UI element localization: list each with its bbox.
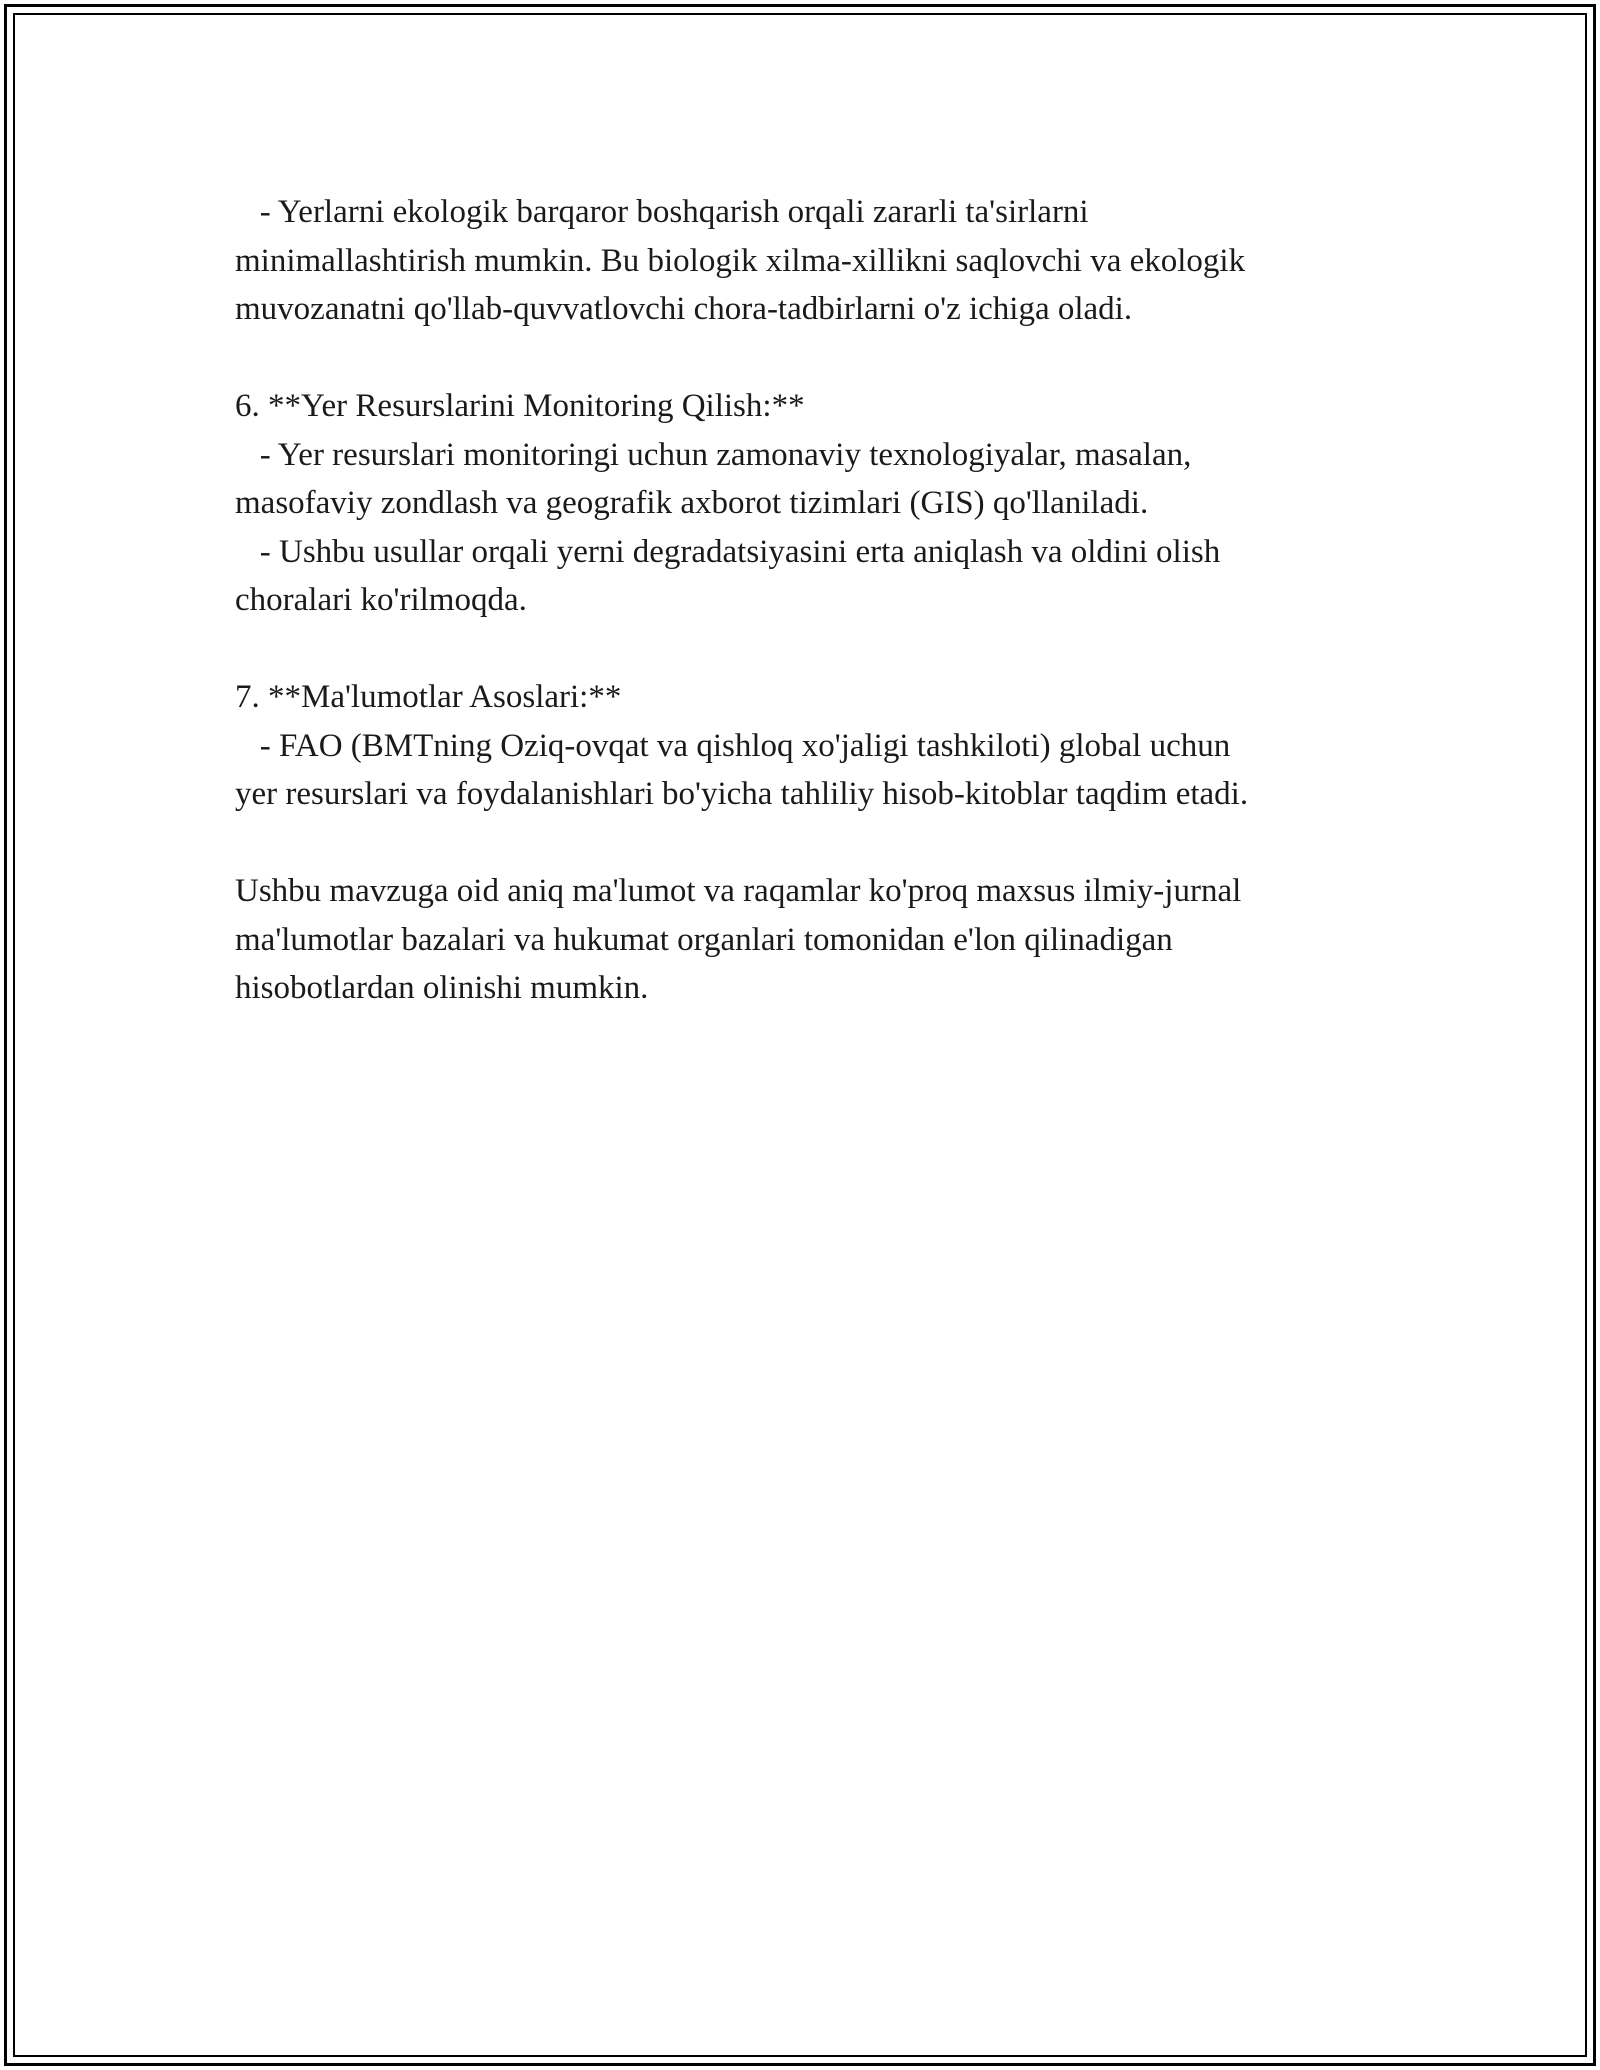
section-6 xyxy=(235,382,1395,625)
closing-paragraph xyxy=(235,867,1395,1013)
closing-line: Ushbu mavzuga oid aniq ma'lumot va raqamlar ko'proq maxsus ilmiy-jurnal xyxy=(235,873,1242,909)
section-6-bullet-line: choralari ko'rilmoqda. xyxy=(235,582,527,618)
paragraph-spacer xyxy=(235,334,1395,383)
section-7-heading: 7. **Ma'lumotlar Asoslari:** xyxy=(235,679,622,715)
paragraph-spacer xyxy=(235,819,1395,868)
section-6-bullet-line: - Ushbu usullar orqali yerni degradatsiyasini erta aniqlash va oldini olish xyxy=(235,533,1221,570)
intro-line: minimallashtirish mumkin. Bu biologik xilma-xillikni saqlovchi va ekologik xyxy=(235,242,1246,279)
section-7-bullet-line: yer resurslari va foydalanishlari bo'yicha tahliliy hisob-kitoblar taqdim etadi. xyxy=(235,776,1249,812)
section-7-bullet-line: - FAO (BMTning Oziq-ovqat va qishloq xo'jaligi tashkiloti) global uchun xyxy=(235,727,1231,764)
document-body xyxy=(235,188,1395,1013)
section-6-bullet-line: masofaviy zondlash va geografik axborot tizimlari (GIS) qo'llaniladi. xyxy=(235,485,1149,521)
section-7 xyxy=(235,673,1395,819)
closing-line: ma'lumotlar bazalari va hukumat organlari tomonidan e'lon qilinadigan xyxy=(235,921,1173,958)
intro-line: - Yerlarni ekologik barqaror boshqarish orqali zararli ta'sirlarni xyxy=(235,194,1089,230)
closing-line: hisobotlardan olinishi mumkin. xyxy=(235,970,649,1006)
intro-paragraph xyxy=(235,188,1395,334)
paragraph-spacer xyxy=(235,625,1395,674)
section-6-bullet-line: - Yer resurslari monitoringi uchun zamonaviy texnologiyalar, masalan, xyxy=(235,436,1192,473)
section-6-heading: 6. **Yer Resurslarini Monitoring Qilish:** xyxy=(235,388,805,424)
intro-line: muvozanatni qo'llab-quvvatlovchi chora-tadbirlarni o'z ichiga oladi. xyxy=(235,291,1133,327)
